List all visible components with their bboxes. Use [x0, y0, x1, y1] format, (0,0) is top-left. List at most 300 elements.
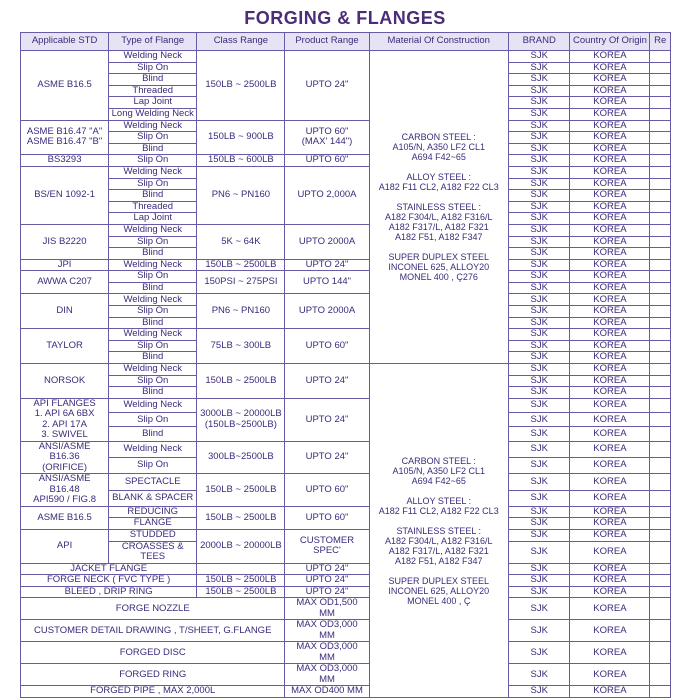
flange-type-cell: Welding Neck	[109, 224, 197, 236]
remarks-cell	[650, 530, 671, 542]
remarks-cell	[650, 398, 671, 412]
product-range-cell	[285, 686, 369, 698]
country-cell: KOREA	[570, 259, 650, 271]
remarks-cell	[650, 586, 671, 598]
brand-cell: SJK	[508, 530, 570, 542]
product-range-cell	[285, 329, 369, 364]
remarks-cell	[650, 490, 671, 506]
country-cell: KOREA	[570, 108, 650, 120]
remarks-cell	[650, 364, 671, 376]
std-text: (ORIFICE)	[42, 461, 87, 473]
class-range-text: 3000LB ~ 20000LB	[200, 408, 282, 420]
flange-type-cell: Slip On	[109, 132, 197, 144]
product-range-cell	[285, 155, 369, 167]
material-text: A182 F51, A182 F347	[394, 555, 483, 566]
table-header-row	[21, 33, 671, 51]
header-type-of-flange: Type of Flange	[109, 33, 197, 51]
product-range-cell	[285, 563, 369, 575]
material-text: A182 F11 CL2, A182 F22 CL3	[378, 505, 499, 516]
remarks-cell	[650, 458, 671, 474]
brand-cell: SJK	[508, 178, 570, 190]
brand-cell: SJK	[508, 490, 570, 506]
remarks-cell	[650, 441, 671, 457]
class-range-cell	[197, 441, 285, 474]
table-row	[21, 598, 671, 620]
country-cell: KOREA	[570, 294, 650, 306]
table-row	[21, 364, 671, 376]
product-range-text: UPTO 144"	[302, 276, 352, 288]
material-cell	[369, 364, 508, 698]
country-cell: KOREA	[570, 474, 650, 490]
product-range-cell	[285, 364, 369, 399]
class-range-text: 150LB ~ 900LB	[208, 131, 274, 143]
remarks-cell	[650, 282, 671, 294]
class-range-cell	[197, 271, 285, 294]
std-text: NORSOK	[43, 374, 86, 386]
class-range-text: PN6 ~ PN160	[211, 189, 271, 201]
remarks-cell	[650, 598, 671, 620]
class-range-text: 150PSI ~ 275PSI	[204, 276, 278, 288]
product-range-cell	[285, 506, 369, 529]
flange-type-cell: Blind	[109, 317, 197, 329]
flange-type-cell: Slip On	[109, 155, 197, 167]
table-row	[21, 530, 671, 542]
product-range-text: UPTO 24"	[305, 374, 349, 386]
remarks-cell	[650, 664, 671, 686]
flange-type-cell: Blind	[109, 427, 197, 441]
flange-type-cell: Slip On	[109, 178, 197, 190]
remarks-cell	[650, 352, 671, 364]
remarks-cell	[650, 62, 671, 74]
table-row	[21, 586, 671, 598]
brand-cell: SJK	[508, 664, 570, 686]
remarks-cell	[650, 340, 671, 352]
material-text: A182 F11 CL2, A182 F22 CL3	[378, 182, 499, 193]
remarks-cell	[650, 563, 671, 575]
std-text: DIN	[56, 305, 73, 317]
class-range-cell	[197, 259, 285, 271]
remarks-cell	[650, 178, 671, 190]
remarks-cell	[650, 427, 671, 441]
class-range-cell	[197, 530, 285, 564]
table-row	[21, 474, 671, 490]
flange-type-cell: BLANK & SPACER	[109, 490, 197, 506]
material-text: INCONEL 625, ALLOY20	[388, 262, 490, 273]
brand-cell: SJK	[508, 586, 570, 598]
flange-type-cell: Blind	[109, 74, 197, 86]
table-row	[21, 51, 671, 63]
remarks-cell	[650, 166, 671, 178]
flange-type-cell: Slip On	[109, 413, 197, 427]
country-cell: KOREA	[570, 178, 650, 190]
class-range-text: 150LB ~ 2500LB	[205, 259, 277, 270]
remarks-cell	[650, 518, 671, 530]
flange-type-cell: Blind	[109, 248, 197, 260]
country-cell: KOREA	[570, 155, 650, 167]
item-cell: FORGED DISC	[21, 642, 285, 664]
table-row	[21, 642, 671, 664]
item-cell: JACKET FLANGE	[21, 563, 197, 575]
product-range-cell	[285, 586, 369, 598]
flange-type-cell: Slip On	[109, 340, 197, 352]
product-range-text: MAX OD3,000 MM	[296, 641, 358, 663]
remarks-cell	[650, 190, 671, 202]
country-cell: KOREA	[570, 62, 650, 74]
flange-type-cell: Welding Neck	[109, 259, 197, 271]
class-range-cell	[197, 575, 285, 587]
product-range-cell	[285, 294, 369, 329]
table-row	[21, 294, 671, 306]
remarks-cell	[650, 201, 671, 213]
product-range-cell	[285, 259, 369, 271]
class-range-text: 300LB~2500LB	[208, 451, 274, 463]
std-cell	[21, 441, 109, 474]
table-row	[21, 506, 671, 518]
class-range-text: 5K ~ 64K	[221, 235, 261, 247]
brand-cell: SJK	[508, 306, 570, 318]
class-range-cell	[197, 155, 285, 167]
flange-type-cell: Blind	[109, 143, 197, 155]
brand-cell: SJK	[508, 213, 570, 225]
country-cell: KOREA	[570, 85, 650, 97]
brand-cell: SJK	[508, 108, 570, 120]
std-cell	[21, 294, 109, 329]
country-cell: KOREA	[570, 74, 650, 86]
country-cell: KOREA	[570, 398, 650, 412]
country-cell: KOREA	[570, 563, 650, 575]
brand-cell: SJK	[508, 620, 570, 642]
country-cell: KOREA	[570, 441, 650, 457]
class-range-text: 75LB ~ 300LB	[210, 339, 272, 351]
std-text: API590 / FIG.8	[33, 494, 96, 506]
product-range-cell	[285, 398, 369, 441]
country-cell: KOREA	[570, 317, 650, 329]
material-cell	[369, 51, 508, 364]
brand-cell: SJK	[508, 458, 570, 474]
header-remarks: Re	[650, 33, 671, 51]
remarks-cell	[650, 306, 671, 318]
brand-cell: SJK	[508, 201, 570, 213]
class-range-cell	[197, 398, 285, 441]
brand-cell: SJK	[508, 598, 570, 620]
country-cell: KOREA	[570, 575, 650, 587]
country-cell: KOREA	[570, 51, 650, 63]
product-range-cell	[285, 120, 369, 155]
brand-cell: SJK	[508, 132, 570, 144]
brand-cell: SJK	[508, 474, 570, 490]
flange-type-cell: SPECTACLE	[109, 474, 197, 490]
product-range-text: UPTO 24"	[305, 451, 349, 463]
product-range-text: SPEC'	[313, 545, 341, 557]
product-range-cell	[285, 664, 369, 686]
product-range-text: UPTO 60"	[305, 339, 349, 351]
product-range-text: UPTO 2000A	[298, 235, 356, 247]
flange-type-cell: Lap Joint	[109, 213, 197, 225]
product-range-cell	[285, 441, 369, 474]
item-cell: BLEED , DRIP RING	[21, 586, 197, 598]
brand-cell: SJK	[508, 317, 570, 329]
material-text: A182 F51, A182 F347	[394, 232, 483, 243]
brand-cell: SJK	[508, 686, 570, 698]
remarks-cell	[650, 155, 671, 167]
std-cell	[21, 271, 109, 294]
material-text: A694 F42~65	[411, 475, 466, 486]
brand-cell: SJK	[508, 51, 570, 63]
brand-cell: SJK	[508, 375, 570, 387]
remarks-cell	[650, 294, 671, 306]
table-row	[21, 120, 671, 132]
item-cell: CUSTOMER DETAIL DRAWING , T/SHEET, G.FLANGE	[21, 620, 285, 642]
brand-cell: SJK	[508, 427, 570, 441]
product-range-cell	[285, 642, 369, 664]
std-text: ASME B16.5	[37, 79, 92, 91]
flange-type-cell: Welding Neck	[109, 294, 197, 306]
std-text: API FLANGES	[33, 398, 96, 409]
remarks-cell	[650, 541, 671, 563]
header-applicable-std: Applicable STD	[21, 33, 109, 51]
brand-cell: SJK	[508, 155, 570, 167]
brand-cell: SJK	[508, 236, 570, 248]
product-range-text: MAX OD400 MM	[291, 685, 363, 697]
table-row	[21, 271, 671, 283]
material-text: A182 F317/L, A182 F321	[388, 545, 489, 556]
header-brand: BRAND	[508, 33, 570, 51]
material-text: A694 F42~65	[411, 152, 466, 163]
flange-type-cell: Welding Neck	[109, 364, 197, 376]
country-cell: KOREA	[570, 490, 650, 506]
product-range-cell	[285, 271, 369, 294]
std-text: API	[56, 540, 73, 552]
remarks-cell	[650, 271, 671, 283]
country-cell: KOREA	[570, 236, 650, 248]
remarks-cell	[650, 97, 671, 109]
product-range-text: CUSTOMER	[299, 534, 355, 546]
std-cell	[21, 155, 109, 167]
flange-type-cell: Long Welding Neck	[109, 108, 197, 120]
brand-cell: SJK	[508, 74, 570, 86]
class-range-text: 150LB ~ 2500LB	[205, 586, 277, 597]
material-text: STAINLESS STEEL :	[396, 525, 481, 536]
product-range-cell	[285, 620, 369, 642]
country-cell: KOREA	[570, 375, 650, 387]
country-cell: KOREA	[570, 97, 650, 109]
std-text: BS3293	[47, 154, 82, 166]
country-cell: KOREA	[570, 166, 650, 178]
std-text: TAYLOR	[46, 339, 83, 351]
brand-cell: SJK	[508, 563, 570, 575]
material-text: SUPER DUPLEX STEEL	[388, 575, 490, 586]
std-text: JPI	[57, 259, 72, 270]
remarks-cell	[650, 387, 671, 399]
brand-cell: SJK	[508, 271, 570, 283]
country-cell: KOREA	[570, 530, 650, 542]
brand-cell: SJK	[508, 97, 570, 109]
product-range-text: UPTO 24"	[305, 259, 349, 270]
flange-type-cell: STUDDED	[109, 530, 197, 542]
product-range-text: MAX OD3,000 MM	[296, 619, 358, 641]
product-range-text: UPTO 24"	[305, 563, 349, 574]
item-cell: FORGED PIPE , MAX 2,000L	[21, 686, 285, 698]
class-range-text: 150LB ~ 600LB	[208, 154, 274, 166]
std-cell	[21, 224, 109, 259]
std-cell	[21, 474, 109, 507]
remarks-cell	[650, 642, 671, 664]
brand-cell: SJK	[508, 441, 570, 457]
flange-type-cell: Blind	[109, 282, 197, 294]
country-cell: KOREA	[570, 190, 650, 202]
brand-cell: SJK	[508, 642, 570, 664]
brand-cell: SJK	[508, 282, 570, 294]
country-cell: KOREA	[570, 458, 650, 474]
flange-type-cell: Blind	[109, 352, 197, 364]
brand-cell: SJK	[508, 352, 570, 364]
country-cell: KOREA	[570, 642, 650, 664]
country-cell: KOREA	[570, 518, 650, 530]
flange-type-cell: REDUCING	[109, 506, 197, 518]
country-cell: KOREA	[570, 541, 650, 563]
page-title: FORGING & FLANGES	[244, 8, 446, 28]
product-range-text: UPTO 24"	[305, 586, 349, 597]
remarks-cell	[650, 474, 671, 490]
brand-cell: SJK	[508, 143, 570, 155]
product-range-text: UPTO 60"	[305, 125, 349, 137]
flange-type-cell: Slip On	[109, 236, 197, 248]
product-range-cell	[285, 530, 369, 564]
remarks-cell	[650, 620, 671, 642]
brand-cell: SJK	[508, 166, 570, 178]
table-row	[21, 329, 671, 341]
product-range-text: UPTO 60"	[305, 154, 349, 166]
country-cell: KOREA	[570, 352, 650, 364]
std-cell	[21, 506, 109, 529]
remarks-cell	[650, 259, 671, 271]
class-range-cell	[197, 364, 285, 399]
remarks-cell	[650, 51, 671, 63]
product-range-text: MAX OD3,000 MM	[296, 663, 358, 685]
product-range-text: UPTO 2,000A	[297, 189, 357, 201]
std-text: ASME B16.47 "B"	[26, 136, 103, 148]
brand-cell: SJK	[508, 506, 570, 518]
country-cell: KOREA	[570, 224, 650, 236]
material-text: SUPER DUPLEX STEEL	[388, 252, 490, 263]
class-range-cell	[197, 474, 285, 507]
table-row	[21, 259, 671, 271]
product-range-cell	[285, 598, 369, 620]
header-class-range: Class Range	[197, 33, 285, 51]
table-row	[21, 155, 671, 167]
product-range-text: UPTO 2000A	[298, 305, 356, 317]
item-cell: FORGE NOZZLE	[21, 598, 285, 620]
country-cell: KOREA	[570, 306, 650, 318]
flange-type-cell: Blind	[109, 387, 197, 399]
remarks-cell	[650, 143, 671, 155]
product-range-cell	[285, 51, 369, 121]
flange-type-cell: Welding Neck	[109, 51, 197, 63]
product-range-text: (MAX' 144")	[301, 136, 353, 148]
country-cell: KOREA	[570, 427, 650, 441]
item-cell: FORGED RING	[21, 664, 285, 686]
std-cell	[21, 51, 109, 121]
flange-type-cell: CROASSES & TEES	[109, 541, 197, 563]
country-cell: KOREA	[570, 271, 650, 283]
table-row	[21, 664, 671, 686]
material-text: A105/N, A350 LF2 CL1	[392, 465, 486, 476]
product-range-cell	[285, 474, 369, 507]
header-material: Material Of Construction	[369, 33, 508, 51]
std-text: ANSI/ASME B16.36	[38, 441, 91, 463]
std-text: ASME B16.5	[37, 511, 92, 523]
country-cell: KOREA	[570, 620, 650, 642]
material-text: INCONEL 625, ALLOY20	[388, 585, 490, 596]
product-range-text: UPTO 24"	[305, 79, 349, 91]
product-range-text: UPTO 60"	[305, 511, 349, 523]
remarks-cell	[650, 85, 671, 97]
remarks-cell	[650, 74, 671, 86]
header-product-range: Product Range	[285, 33, 369, 51]
flange-type-cell: Welding Neck	[109, 398, 197, 412]
material-text: A182 F317/L, A182 F321	[388, 222, 489, 233]
table-row	[21, 686, 671, 698]
remarks-cell	[650, 317, 671, 329]
remarks-cell	[650, 329, 671, 341]
remarks-cell	[650, 132, 671, 144]
country-cell: KOREA	[570, 686, 650, 698]
remarks-cell	[650, 413, 671, 427]
country-cell: KOREA	[570, 340, 650, 352]
std-cell	[21, 166, 109, 224]
country-cell: KOREA	[570, 132, 650, 144]
table-row	[21, 575, 671, 587]
brand-cell: SJK	[508, 62, 570, 74]
country-cell: KOREA	[570, 143, 650, 155]
product-range-cell	[285, 166, 369, 224]
remarks-cell	[650, 375, 671, 387]
flange-type-cell: Blind	[109, 190, 197, 202]
material-text: ALLOY STEEL :	[406, 495, 472, 506]
table-row	[21, 224, 671, 236]
class-range-cell	[197, 586, 285, 598]
std-cell	[21, 398, 109, 441]
remarks-cell	[650, 213, 671, 225]
class-range-cell	[197, 120, 285, 155]
remarks-cell	[650, 120, 671, 132]
table-row	[21, 620, 671, 642]
remarks-cell	[650, 686, 671, 698]
brand-cell: SJK	[508, 575, 570, 587]
std-text: BS/EN 1092-1	[34, 189, 95, 201]
product-range-cell	[285, 224, 369, 259]
remarks-cell	[650, 575, 671, 587]
material-text: A105/N, A350 LF2 CL1	[392, 142, 486, 153]
product-range-cell	[285, 575, 369, 587]
country-cell: KOREA	[570, 506, 650, 518]
class-range-cell	[197, 224, 285, 259]
product-range-text: UPTO 24"	[305, 413, 349, 425]
brand-cell: SJK	[508, 518, 570, 530]
brand-cell: SJK	[508, 294, 570, 306]
remarks-cell	[650, 224, 671, 236]
class-range-text: 150LB ~ 2500LB	[205, 511, 277, 523]
flange-type-cell: Slip On	[109, 271, 197, 283]
std-text: 1. API 6A 6BX	[34, 408, 95, 420]
class-range-text: 2000LB ~ 20000LB	[200, 540, 282, 552]
flange-type-cell: Slip On	[109, 458, 197, 474]
material-text: CARBON STEEL :	[401, 132, 476, 143]
class-range-text: 150LB ~ 2500LB	[205, 483, 277, 495]
brand-cell: SJK	[508, 259, 570, 271]
std-text: ASME B16.47 "A"	[26, 125, 103, 137]
std-cell	[21, 120, 109, 155]
